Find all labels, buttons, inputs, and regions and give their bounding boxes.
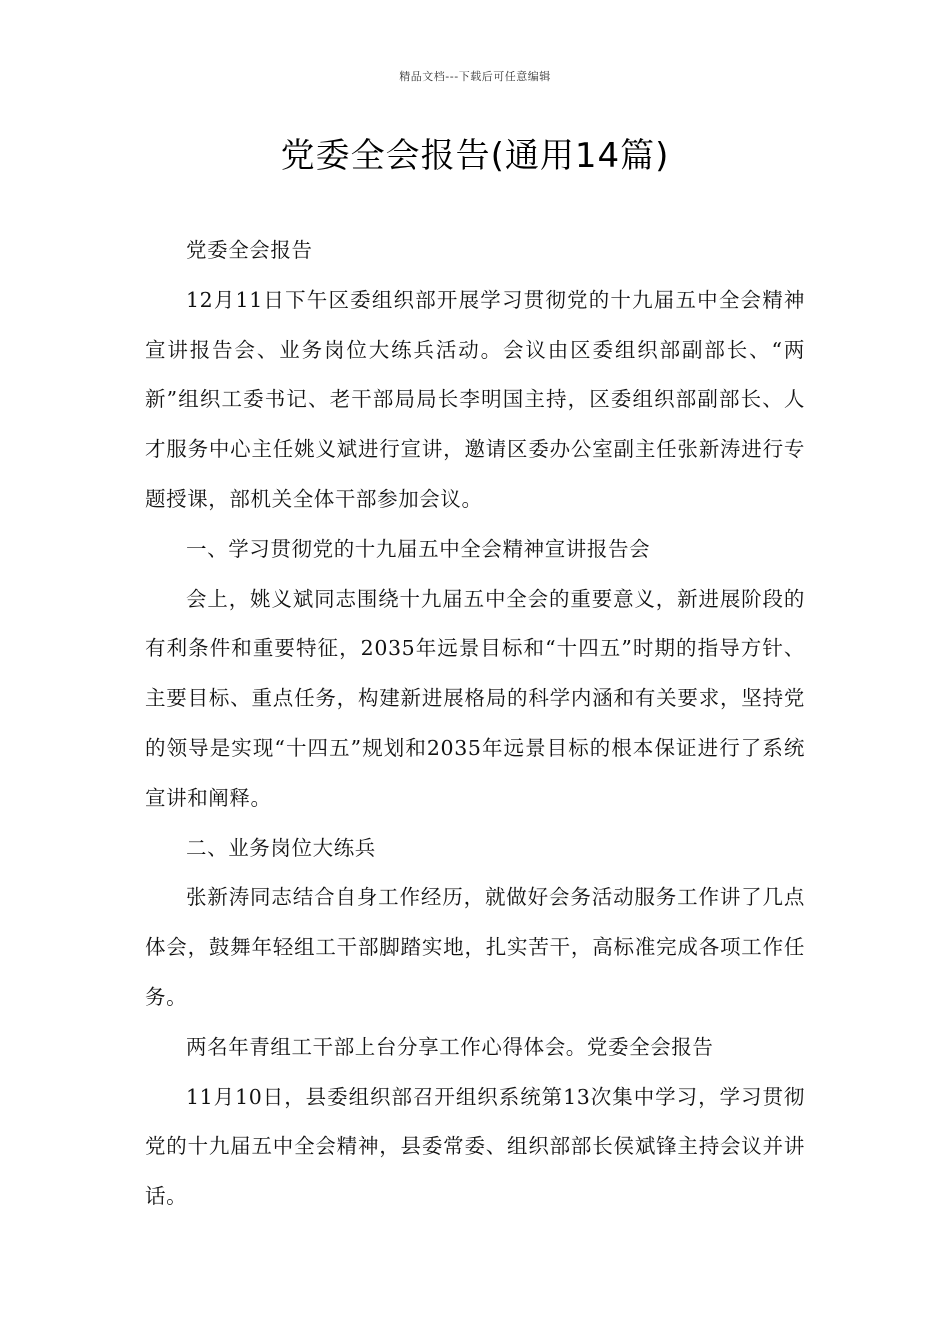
document-title: 党委全会报告(通用14篇) [280, 136, 670, 176]
body-paragraph: 张新涛同志结合自身工作经历，就做好会务活动服务工作讲了几点体会，鼓舞年轻组工干部脚踏实地，扎实苦干，高标准完成各项工作任务。 [145, 885, 805, 1009]
body-paragraph: 11月10日，县委组织部召开组织系统第13次集中学习，学习贯彻党的十九届五中全会精神，县委常委、组织部部长侯斌锋主持会议并讲话。 [145, 1084, 805, 1209]
body-paragraph: 两名年青组工干部上台分享工作心得体会。党委全会报告 [186, 1034, 714, 1059]
header-note: 精品文档---下载后可任意编辑 [399, 70, 551, 83]
body-paragraph: 会上，姚义斌同志围绕十九届五中全会的重要意义，新进展阶段的有利条件和重要特征，2035年远景目标和“十四五”时期的指导方针、主要目标、重点任务，构建新进展格局的科学内涵和有关要求，坚持党的领导是实现“十四五”规划和2035年远景目标的根本保证进行了系统宣讲和阐释。 [145, 586, 805, 810]
body-paragraph: 12月11日下午区委组织部开展学习贯彻党的十九届五中全会精神宣讲报告会、业务岗位大练兵活动。会议由区委组织部副部长、“两新”组织工委书记、老干部局局长李明国主持，区委组织部副部长、人才服务中心主任姚义斌进行宣讲，邀请区委办公室副主任张新涛进行专题授课，部机关全体干部参加会议。 [145, 287, 805, 511]
section-heading: 党委全会报告 [186, 238, 313, 262]
section-heading: 二、业务岗位大练兵 [186, 835, 376, 860]
section-heading: 一、学习贯彻党的十九届五中全会精神宣讲报告会 [186, 536, 651, 561]
document-body [145, 226, 805, 1222]
